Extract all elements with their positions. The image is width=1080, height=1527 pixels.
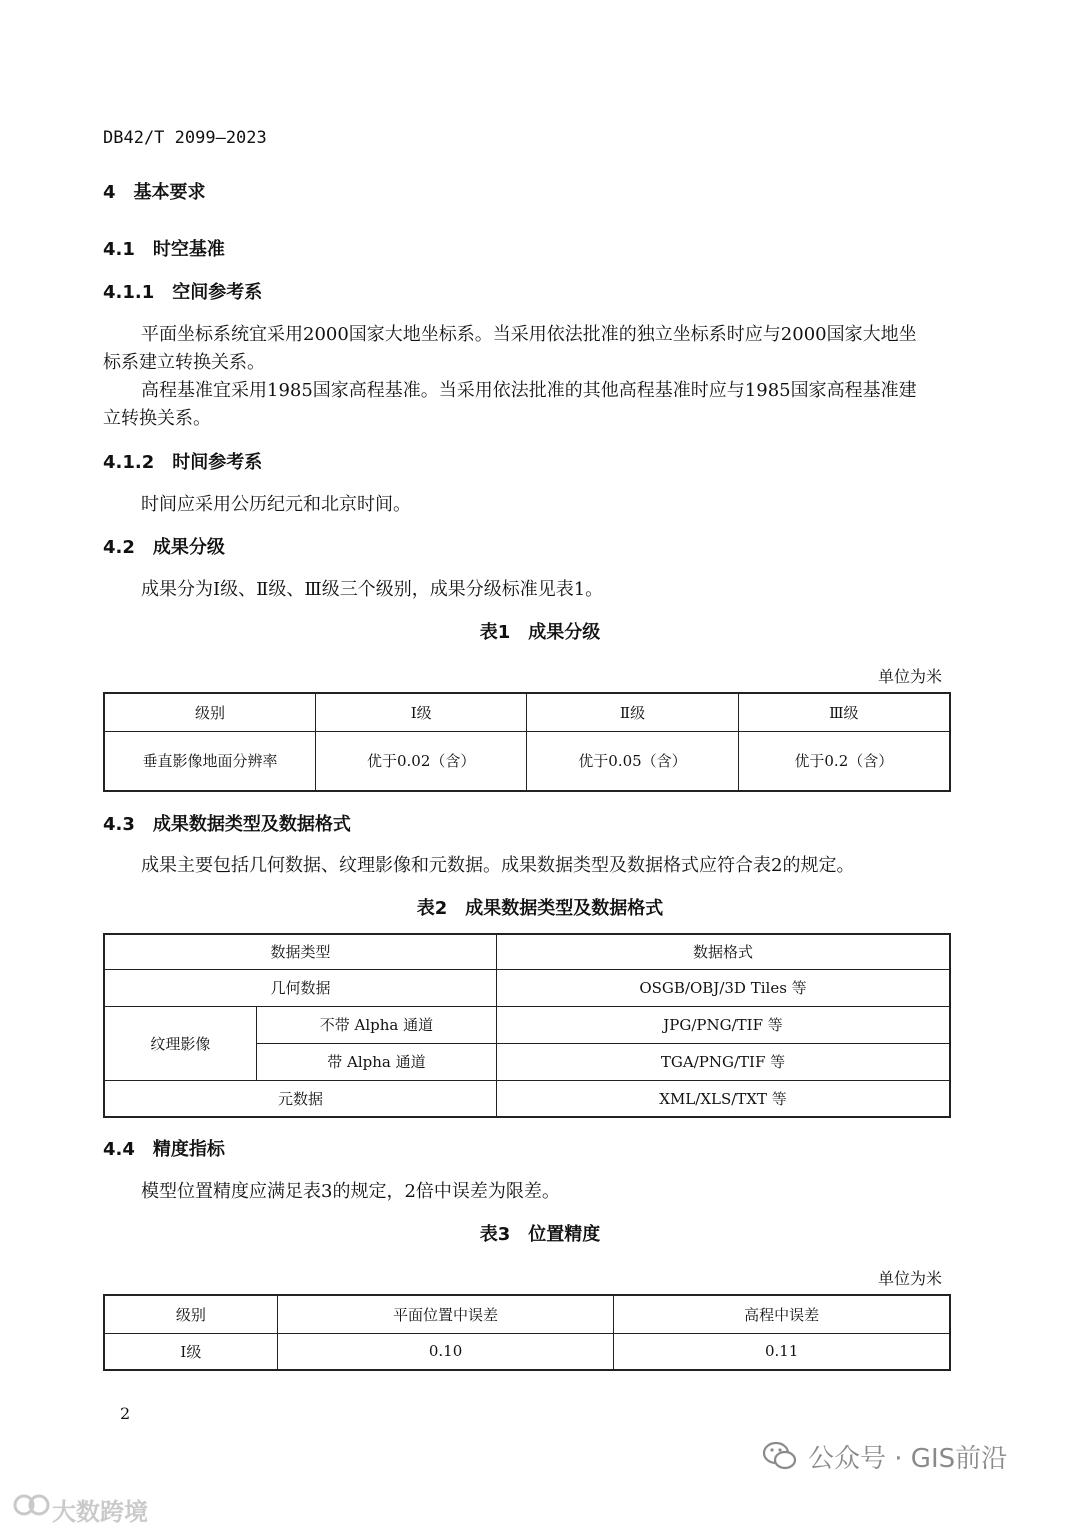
table1-caption: 表1 成果分级 bbox=[479, 622, 601, 643]
table3-cell: 0.11 bbox=[614, 1333, 950, 1370]
table1 bbox=[103, 692, 951, 792]
table2-cell: JPG/PNG/TIF 等 bbox=[497, 1006, 950, 1043]
table2-cell: 元数据 bbox=[104, 1080, 497, 1117]
section-4-1-1-heading: 4.1.1 空间参考系 bbox=[103, 282, 263, 303]
watermark-account: 公众号 · GIS前沿 bbox=[808, 1444, 1008, 1474]
section-4-1-2-heading: 4.1.2 时间参考系 bbox=[103, 452, 263, 473]
section-4-2-heading: 4.2 成果分级 bbox=[103, 537, 225, 558]
table1-cell: 优于0.2（含） bbox=[738, 731, 950, 791]
table2-cell: OSGB/OBJ/3D Tiles 等 bbox=[497, 969, 950, 1006]
table2 bbox=[103, 933, 951, 1118]
table3-header-cell: 平面位置中误差 bbox=[277, 1295, 614, 1333]
paragraph-line: 成果主要包括几何数据、纹理影像和元数据。成果数据类型及数据格式应符合表2的规定。 bbox=[141, 855, 855, 876]
table2-cell: 几何数据 bbox=[104, 969, 497, 1006]
standard-number: DB42/T 2099—2023 bbox=[103, 128, 267, 148]
table1-header-cell: Ⅱ级 bbox=[527, 693, 738, 731]
table2-cell: 带 Alpha 通道 bbox=[256, 1043, 496, 1080]
table3-header-cell: 高程中误差 bbox=[614, 1295, 950, 1333]
table2-header-cell: 数据类型 bbox=[104, 934, 497, 969]
paragraph-line: 模型位置精度应满足表3的规定，2倍中误差为限差。 bbox=[141, 1181, 560, 1202]
table2-cell: XML/XLS/TXT 等 bbox=[497, 1080, 950, 1117]
paragraph-line: 高程基准宜采用1985国家高程基准。当采用依法批准的其他高程基准时应与1985国家高程基准建 bbox=[141, 380, 917, 401]
paragraph-line: 成果分为Ⅰ级、Ⅱ级、Ⅲ级三个级别，成果分级标准见表1。 bbox=[141, 579, 604, 600]
table1-cell: 优于0.05（含） bbox=[527, 731, 738, 791]
section-4-heading: 4 基本要求 bbox=[103, 182, 206, 203]
table1-header-cell: 级别 bbox=[104, 693, 316, 731]
table3-unit: 单位为米 bbox=[878, 1269, 943, 1288]
table1-header-cell: Ⅰ级 bbox=[316, 693, 527, 731]
table1-cell: 垂直影像地面分辨率 bbox=[104, 731, 316, 791]
table2-caption: 表2 成果数据类型及数据格式 bbox=[416, 898, 664, 919]
paragraph-line: 立转换关系。 bbox=[103, 408, 211, 429]
table2-cell: TGA/PNG/TIF 等 bbox=[497, 1043, 950, 1080]
table3-cell: Ⅰ级 bbox=[104, 1333, 277, 1370]
table3-header-cell: 级别 bbox=[104, 1295, 277, 1333]
table2-cell: 纹理影像 bbox=[104, 1006, 256, 1080]
section-4-4-heading: 4.4 精度指标 bbox=[103, 1139, 225, 1160]
table2-header-cell: 数据格式 bbox=[497, 934, 950, 969]
section-4-1-heading: 4.1 时空基准 bbox=[103, 239, 225, 260]
paragraph-line: 标系建立转换关系。 bbox=[103, 352, 265, 373]
page-number: 2 bbox=[120, 1404, 131, 1423]
table3 bbox=[103, 1294, 951, 1371]
table2-cell: 不带 Alpha 通道 bbox=[256, 1006, 496, 1043]
paragraph-line: 平面坐标系统宜采用2000国家大地坐标系。当采用依法批准的独立坐标系时应与2000国家大地坐 bbox=[141, 324, 917, 345]
table1-header-cell: Ⅲ级 bbox=[738, 693, 950, 731]
section-4-3-heading: 4.3 成果数据类型及数据格式 bbox=[103, 814, 351, 835]
table3-caption: 表3 位置精度 bbox=[479, 1224, 601, 1245]
brand-logo-icon bbox=[12, 1492, 52, 1518]
wechat-icon bbox=[762, 1440, 798, 1472]
paragraph-line: 时间应采用公历纪元和北京时间。 bbox=[141, 494, 411, 515]
table3-cell: 0.10 bbox=[277, 1333, 614, 1370]
table1-cell: 优于0.02（含） bbox=[316, 731, 527, 791]
table1-unit: 单位为米 bbox=[878, 667, 943, 686]
watermark-brand: 大数跨境 bbox=[52, 1498, 148, 1526]
